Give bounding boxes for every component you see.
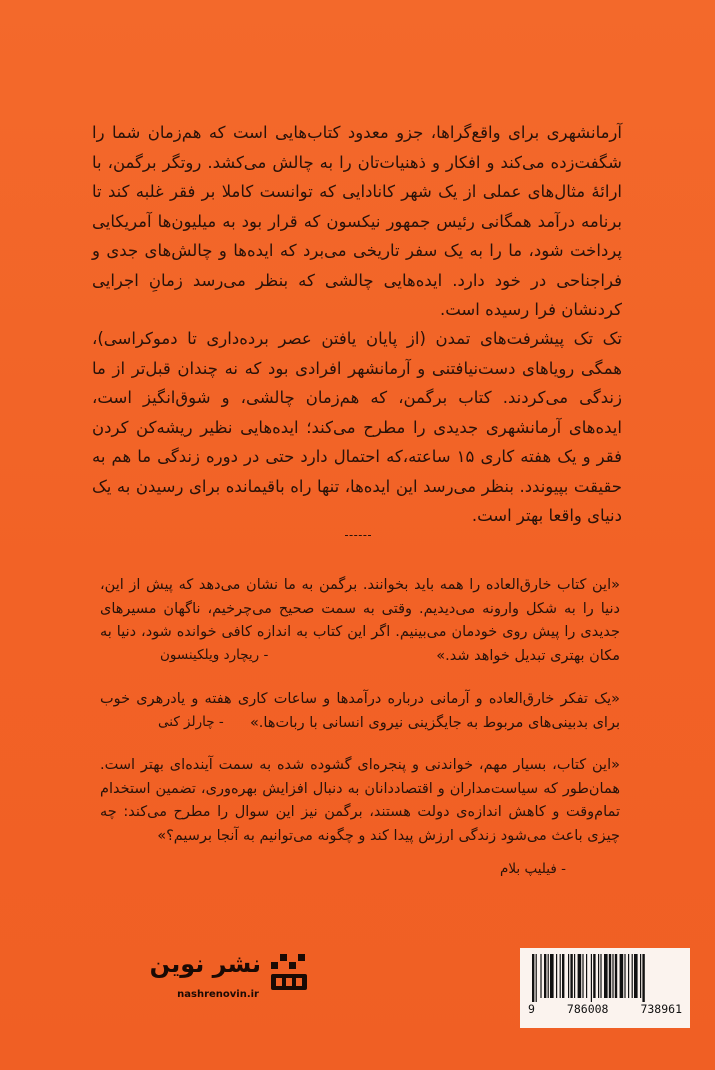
isbn-group-1: 786008 xyxy=(566,1002,609,1016)
quote-block-1 xyxy=(100,574,620,663)
isbn-number xyxy=(528,1002,682,1016)
isbn-barcode xyxy=(520,948,690,1028)
publisher-logo xyxy=(103,948,313,998)
quote-text-3: «این کتاب، بسیار مهم، خواندنی و پنجره‌ای گشوده شده به سمت آینده‌ای بهتر است. همان‌طور که سیاست‌مداران و اقتصاددانان به دنبال افزایش بهره‌وری، تضمین استخدام تمام‌وقت و کاهش اندازه‌ی دولت هستند، برگمن نیز این سوال را مطرح می‌کند: چه چیزی باعث می‌شود زندگی ارزش پیدا کند و چگونه می‌توانیم به آنجا برسیم؟» xyxy=(100,757,620,844)
publisher-url: nashrenovin.ir xyxy=(177,989,259,1000)
quote-text-1: «این کتاب خارق‌العاده را همه باید بخوانند. برگمن به ما نشان می‌دهد که پیش از این، دنیا را به شکل وارونه می‌دیدیم. وقتی به سمت صحیح می‌چرخیم، ناگهان مسیرهای جدیدی را پیش روی خودمان می‌بینیم. اگر این کتاب به اندازه کافی خوانده شود، دنیا به مکان بهتری تبدیل خواهد شد.» xyxy=(100,577,620,664)
publisher-mark-icon xyxy=(267,948,313,994)
blurb-paragraph-2: تک تک پیشرفت‌های تمدن (از پایان یافتن عصر برده‌داری تا دموکراسی)، همگی رویاهای دست‌نیافتنی و آرمانشهر افرادی بود که نه چندان قبل‌تر از ما زندگی می‌کردند. کتاب برگمن، که هم‌زمان چالشی، و شوق‌انگیز است، ایده‌های آرمانشهری جدیدی را مطرح می‌کند؛ ایده‌هایی نظیر ریشه‌کن کردن فقر و یک هفته کاری ۱۵ ساعته،که احتمال دارد حتی در دوره زندگی ما هم به حقیقت بپیوندد. بنظر می‌رسد این ایده‌ها، تنها راه باقیمانده برای رسیدن به یک دنیای واقعا بهتر است. xyxy=(92,329,622,525)
quote-block-2 xyxy=(100,688,620,730)
publisher-name: نشر نوین xyxy=(149,950,261,978)
barcode-bars xyxy=(528,954,682,1002)
quote-author-2: - چارلز کنی xyxy=(158,714,224,730)
blurb-paragraph-1: آرمانشهری برای واقع‌گراها، جزو معدود کتاب‌هایی است که هم‌زمان شما را شگفت‌زده می‌کند و افکار و ذهنیات‌تان را به چالش می‌کشد. روتگر برگمن، با ارائهٔ مثال‌های عملی از یک شهر کانادایی که توانست کاملا بر فقر غلبه کند تا برنامه درآمد همگانی رئیس جمهور نیکسون که قرار بود به میلیون‌ها آمریکایی پرداخت شود، ما را به یک سفر تاریخی می‌برد که ایده‌ها و چالش‌های جدی و فراجناحی در خود دارد. ایده‌هایی چالشی که بنظر می‌رسد زمانِ اجرایی کردنشان فرا رسیده است. xyxy=(92,123,622,319)
isbn-prefix: 9 xyxy=(528,1002,535,1016)
isbn-group-2: 738961 xyxy=(640,1002,682,1016)
section-divider xyxy=(345,535,371,536)
quote-block-3 xyxy=(100,754,620,877)
quote-text-2: «یک تفکر خارق‌العاده و آرمانی درباره درآمدها و ساعات کاری هفته و یادرهری خوب برای بدبینی‌های مربوط به جایگزینی نیروی انسانی با ربات‌ها.» xyxy=(100,691,620,731)
quote-author-3: - فیلیپ بلام xyxy=(500,861,566,877)
quote-author-1: - ریچارد ویلکینسون xyxy=(160,647,269,663)
